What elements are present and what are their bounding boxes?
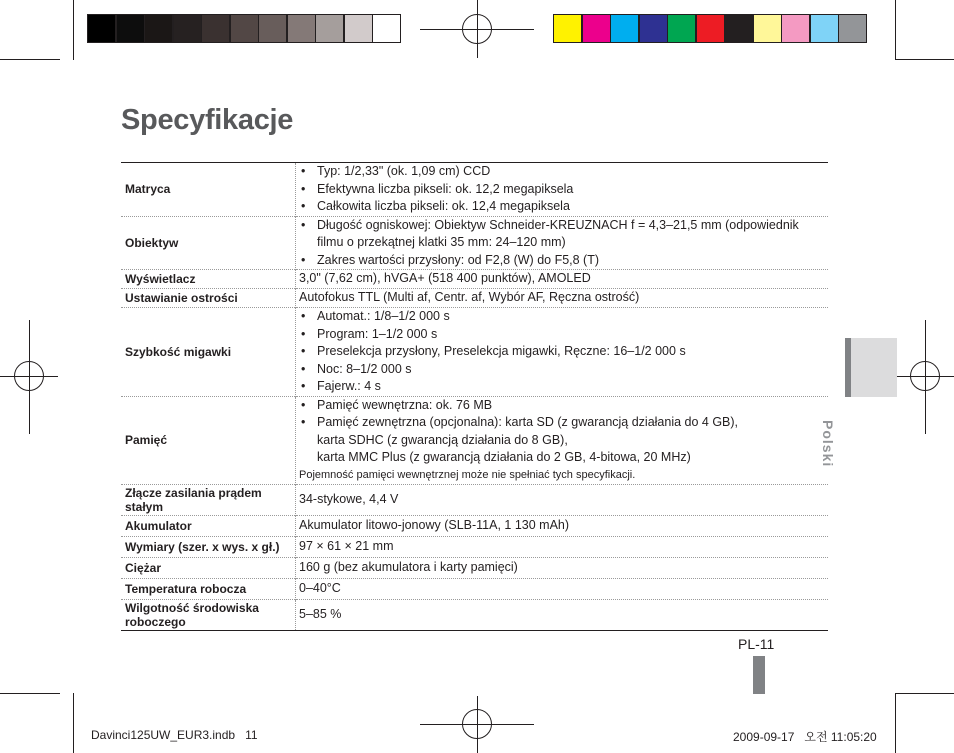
color-swatch (230, 14, 259, 43)
spec-label: Szybkość migawki (121, 308, 296, 397)
crop-mark (0, 693, 60, 694)
color-swatch (144, 14, 173, 43)
spec-note: Pojemność pamięci wewnętrznej może nie spełniać tych specyfikacji. (299, 468, 636, 481)
crop-mark (895, 0, 896, 60)
spec-row (121, 578, 828, 599)
spec-bullet: • Całkowita liczba pikseli: ok. 12,4 megapiksela (299, 198, 828, 216)
spec-row (121, 599, 828, 630)
color-swatch (173, 14, 202, 43)
spec-bullet: karta SDHC (z gwarancją działania do 8 GB), (317, 432, 568, 447)
spec-label: Matryca (121, 163, 296, 217)
spec-label: Ustawianie ostrości (121, 289, 296, 308)
spec-bullet: • Zakres wartości przysłony: od F2,8 (W) do F5,8 (T) (299, 252, 828, 270)
spec-value (296, 216, 829, 270)
spec-row (121, 308, 828, 397)
crop-mark (73, 693, 74, 753)
spec-value: 34-stykowe, 4,4 V (299, 491, 399, 506)
spec-row (121, 216, 828, 270)
spec-row (121, 289, 828, 308)
color-swatch (258, 14, 287, 43)
language-tab-marker (845, 338, 851, 397)
color-swatch (582, 14, 611, 43)
color-swatch (610, 14, 639, 43)
crop-mark (0, 59, 60, 60)
spec-row (121, 484, 828, 515)
crop-mark (895, 693, 954, 694)
color-swatch (87, 14, 116, 43)
registration-target (14, 361, 44, 391)
spec-label: Temperatura robocza (121, 578, 296, 599)
spec-bullet: • Efektywna liczba pikseli: ok. 12,2 megapiksela (299, 181, 828, 199)
spec-bullet: • Preselekcja przysłony, Preselekcja migawki, Ręczne: 16–1/2 000 s (299, 343, 828, 361)
spec-label: Wilgotność środowiska roboczego (121, 599, 296, 630)
color-swatch (639, 14, 668, 43)
language-label: Polski (820, 420, 836, 468)
spec-row (121, 270, 828, 289)
registration-target (910, 361, 940, 391)
color-swatch (372, 14, 401, 43)
spec-bullet: • Typ: 1/2,33" (ok. 1,09 cm) CCD (299, 163, 828, 181)
color-swatch (553, 14, 582, 43)
spec-row (121, 396, 828, 484)
page-number: PL-11 (738, 636, 775, 652)
spec-label: Wyświetlacz (121, 270, 296, 289)
spec-bullet: • Noc: 8–1/2 000 s (299, 361, 828, 379)
color-swatch (696, 14, 725, 43)
spec-label: Pamięć (121, 396, 296, 484)
color-swatch (201, 14, 230, 43)
spec-value (296, 308, 829, 397)
footer-timestamp: 2009-09-17 오전 11:05:20 (733, 730, 877, 744)
spec-label: Akumulator (121, 515, 296, 536)
spec-row (121, 515, 828, 536)
color-swatch (781, 14, 810, 43)
spec-row (121, 163, 828, 217)
spec-value (296, 163, 829, 217)
spec-value: 0–40°C (299, 580, 341, 595)
crop-mark (895, 693, 896, 753)
spec-label: Wymiary (szer. x wys. x gł.) (121, 536, 296, 557)
color-swatch (344, 14, 373, 43)
crop-mark (73, 0, 74, 60)
registration-target (462, 14, 492, 44)
spec-label: Obiektyw (121, 216, 296, 270)
spec-value: 160 g (bez akumulatora i karty pamięci) (299, 559, 518, 574)
spec-bullet: • Program: 1–1/2 000 s (299, 326, 828, 344)
spec-bullet: • Fajerw.: 4 s (299, 378, 828, 396)
spec-row (121, 536, 828, 557)
spec-bullet: • Długość ogniskowej: Obiektyw Schneider-KREUZNACH f = 4,3–21,5 mm (odpowiednik filmu o przekątnej klatki 35 mm: 24–120 mm) (299, 217, 828, 252)
spec-value (296, 396, 829, 484)
spec-value: Autofokus TTL (Multi af, Centr. af, Wybór AF, Ręczna ostrość) (299, 290, 640, 305)
color-swatch (667, 14, 696, 43)
color-swatch (838, 14, 867, 43)
color-swatch (724, 14, 753, 43)
spec-bullet: • Pamięć zewnętrzna (opcjonalna): karta SD (z gwarancją działania do 4 GB), (299, 414, 828, 432)
spec-value: 3,0" (7,62 cm), hVGA+ (518 400 punktów), AMOLED (299, 271, 591, 286)
spec-label: Ciężar (121, 557, 296, 578)
registration-target (462, 709, 492, 739)
crop-mark (895, 59, 954, 60)
color-swatch (315, 14, 344, 43)
color-swatch (753, 14, 782, 43)
spec-bullet: karta MMC Plus (z gwarancją działania do 2 GB, 4-bitowa, 20 MHz) (317, 450, 691, 464)
spec-bullet: • Automat.: 1/8–1/2 000 s (299, 308, 828, 326)
color-swatch (810, 14, 839, 43)
footer-filename: Davinci125UW_EUR3.indb 11 (91, 728, 258, 742)
page-number-bar (753, 656, 765, 694)
spec-value: 5–85 % (299, 606, 342, 621)
color-swatch (287, 14, 316, 43)
spec-bullet: • Pamięć wewnętrzna: ok. 76 MB (299, 397, 828, 415)
spec-value: Akumulator litowo-jonowy (SLB-11A, 1 130 mAh) (299, 517, 570, 532)
spec-value: 97 × 61 × 21 mm (299, 538, 394, 553)
spec-row (121, 557, 828, 578)
language-tab (845, 338, 897, 397)
page-title: Specyfikacje (121, 104, 294, 136)
color-swatch (116, 14, 145, 43)
specifications-table (121, 162, 828, 631)
spec-label: Złącze zasilania prądem stałym (121, 484, 296, 515)
